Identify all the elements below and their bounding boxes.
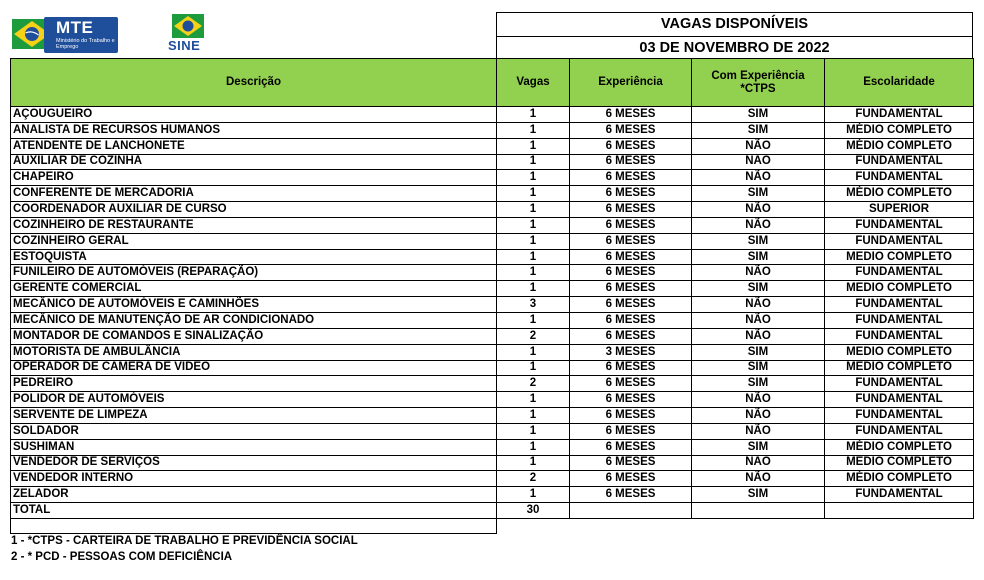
column-header-experiencia: Experiência — [570, 59, 692, 107]
cell-com-experiencia: NÃO — [692, 408, 825, 424]
cell-vagas: 1 — [497, 107, 570, 123]
table-row — [11, 122, 974, 138]
cell-descricao: VENDEDOR DE SERVIÇOS — [11, 455, 497, 471]
cell-com-experiencia: NÃO — [692, 392, 825, 408]
cell-experiencia: 6 MESES — [570, 487, 692, 503]
cell-experiencia: 6 MESES — [570, 265, 692, 281]
table-row — [11, 138, 974, 154]
cell-vagas: 1 — [497, 392, 570, 408]
table-row — [11, 360, 974, 376]
table-row — [11, 170, 974, 186]
total-label: TOTAL — [11, 503, 497, 519]
cell-descricao: FUNILEIRO DE AUTOMÓVEIS (REPARAÇÃO) — [11, 265, 497, 281]
cell-descricao: COZINHEIRO GERAL — [11, 233, 497, 249]
notes-box — [10, 516, 497, 534]
cell-vagas: 1 — [497, 408, 570, 424]
total-value: 30 — [497, 503, 570, 519]
cell-escolaridade: SUPERIOR — [825, 202, 974, 218]
cell-vagas: 1 — [497, 455, 570, 471]
cell-vagas: 2 — [497, 328, 570, 344]
mte-logo-box — [44, 17, 118, 53]
cell-vagas: 1 — [497, 281, 570, 297]
cell-com-experiencia: SIM — [692, 107, 825, 123]
table-row — [11, 455, 974, 471]
cell-escolaridade: FUNDAMENTAL — [825, 107, 974, 123]
table-row — [11, 487, 974, 503]
cell-escolaridade: FUNDAMENTAL — [825, 312, 974, 328]
cell-descricao: AUXILIAR DE COZINHA — [11, 154, 497, 170]
cell-escolaridade: FUNDAMENTAL — [825, 328, 974, 344]
cell-experiencia: 6 MESES — [570, 360, 692, 376]
footnote-pcd: 2 - * PCD - PESSOAS COM DEFICIÊNCIA — [11, 551, 233, 563]
table-row — [11, 344, 974, 360]
mte-logo-text: MTE — [56, 18, 94, 37]
table-row — [11, 471, 974, 487]
cell-experiencia: 6 MESES — [570, 170, 692, 186]
table-header-row — [11, 59, 974, 107]
cell-experiencia: 6 MESES — [570, 471, 692, 487]
cell-vagas: 1 — [497, 439, 570, 455]
cell-escolaridade: FUNDAMENTAL — [825, 423, 974, 439]
cell-escolaridade: MÉDIO COMPLETO — [825, 186, 974, 202]
cell-com-experiencia: NÃO — [692, 423, 825, 439]
cell-vagas: 2 — [497, 471, 570, 487]
cell-descricao: MOTORISTA DE AMBULÂNCIA — [11, 344, 497, 360]
cell-descricao: COZINHEIRO DE RESTAURANTE — [11, 217, 497, 233]
column-header-descricao: Descrição — [11, 59, 497, 107]
cell-com-experiencia: NÃO — [692, 170, 825, 186]
cell-com-experiencia: SIM — [692, 281, 825, 297]
cell-escolaridade: MÉDIO COMPLETO — [825, 122, 974, 138]
cell-escolaridade: FUNDAMENTAL — [825, 170, 974, 186]
mte-logo — [12, 15, 118, 53]
cell-com-experiencia: NÃO — [692, 297, 825, 313]
cell-com-experiencia: SIM — [692, 344, 825, 360]
table-row — [11, 281, 974, 297]
table-row — [11, 439, 974, 455]
cell-descricao: ESTOQUISTA — [11, 249, 497, 265]
cell-descricao: MONTADOR DE COMANDOS E SINALIZAÇÃO — [11, 328, 497, 344]
cell-com-experiencia: SIM — [692, 186, 825, 202]
cell-com-experiencia: SIM — [692, 376, 825, 392]
cell-descricao: ANALISTA DE RECURSOS HUMANOS — [11, 122, 497, 138]
column-header-escolaridade: Escolaridade — [825, 59, 974, 107]
cell-vagas: 1 — [497, 233, 570, 249]
cell-com-experiencia: NÃO — [692, 471, 825, 487]
cell-experiencia: 6 MESES — [570, 312, 692, 328]
cell-escolaridade: FUNDAMENTAL — [825, 154, 974, 170]
cell-descricao: CONFERENTE DE MERCADORIA — [11, 186, 497, 202]
cell-descricao: POLIDOR DE AUTOMÓVEIS — [11, 392, 497, 408]
table-row — [11, 297, 974, 313]
footnotes — [11, 533, 358, 565]
cell-com-experiencia: SIM — [692, 122, 825, 138]
cell-escolaridade: MEDIO COMPLETO — [825, 249, 974, 265]
cell-vagas: 1 — [497, 138, 570, 154]
cell-descricao: ATENDENTE DE LANCHONETE — [11, 138, 497, 154]
cell-experiencia: 6 MESES — [570, 281, 692, 297]
page-date: 03 DE NOVEMBRO DE 2022 — [497, 36, 972, 59]
cell-vagas: 2 — [497, 376, 570, 392]
cell-experiencia: 6 MESES — [570, 376, 692, 392]
cell-escolaridade: MÉDIO COMPLETO — [825, 138, 974, 154]
cell-experiencia: 6 MESES — [570, 233, 692, 249]
cell-experiencia: 6 MESES — [570, 297, 692, 313]
cell-vagas: 1 — [497, 344, 570, 360]
cell-experiencia: 6 MESES — [570, 107, 692, 123]
cell-com-experiencia: SIM — [692, 249, 825, 265]
cell-escolaridade: MÉDIO COMPLETO — [825, 471, 974, 487]
cell-escolaridade: FUNDAMENTAL — [825, 487, 974, 503]
cell-com-experiencia: NÃO — [692, 154, 825, 170]
column-header-com-experiencia: Com Experiência *CTPS — [692, 59, 825, 107]
cell-com-experiencia: SIM — [692, 360, 825, 376]
cell-descricao: COORDENADOR AUXILIAR DE CURSO — [11, 202, 497, 218]
table-body — [11, 107, 974, 503]
cell-vagas: 1 — [497, 487, 570, 503]
cell-com-experiencia: SIM — [692, 233, 825, 249]
cell-experiencia: 6 MESES — [570, 408, 692, 424]
job-vacancies-sheet — [10, 12, 973, 519]
total-empty-cell — [692, 503, 825, 519]
mte-logo-subtext: Ministério do Trabalho e Emprego — [56, 38, 115, 50]
cell-descricao: GERENTE COMERCIAL — [11, 281, 497, 297]
cell-com-experiencia: NÃO — [692, 455, 825, 471]
cell-com-experiencia: NÃO — [692, 312, 825, 328]
table-row — [11, 265, 974, 281]
table-row — [11, 376, 974, 392]
logo-area — [10, 12, 496, 58]
cell-descricao: AÇOUGUEIRO — [11, 107, 497, 123]
cell-escolaridade: MÉDIO COMPLETO — [825, 439, 974, 455]
cell-vagas: 1 — [497, 154, 570, 170]
cell-escolaridade: MEDIO COMPLETO — [825, 360, 974, 376]
total-empty-cell — [825, 503, 974, 519]
cell-vagas: 1 — [497, 186, 570, 202]
cell-vagas: 1 — [497, 360, 570, 376]
table-row — [11, 423, 974, 439]
cell-escolaridade: FUNDAMENTAL — [825, 376, 974, 392]
cell-vagas: 3 — [497, 297, 570, 313]
cell-descricao: CHAPEIRO — [11, 170, 497, 186]
footnote-ctps: 1 - *CTPS - CARTEIRA DE TRABALHO E PREVIDÊNCIA SOCIAL — [11, 535, 358, 547]
vacancies-table — [10, 58, 974, 519]
cell-com-experiencia: NÃO — [692, 217, 825, 233]
cell-com-experiencia: NÃO — [692, 265, 825, 281]
table-row — [11, 154, 974, 170]
total-empty-cell — [570, 503, 692, 519]
cell-com-experiencia: NÃO — [692, 328, 825, 344]
table-row — [11, 217, 974, 233]
table-row — [11, 186, 974, 202]
cell-descricao: MECÂNICO DE MANUTENÇÃO DE AR CONDICIONADO — [11, 312, 497, 328]
cell-experiencia: 6 MESES — [570, 328, 692, 344]
cell-descricao: SUSHIMAN — [11, 439, 497, 455]
table-row — [11, 249, 974, 265]
cell-descricao: ZELADOR — [11, 487, 497, 503]
cell-descricao: OPERADOR DE CÂMERA DE VÍDEO — [11, 360, 497, 376]
cell-experiencia: 6 MESES — [570, 249, 692, 265]
cell-com-experiencia: SIM — [692, 487, 825, 503]
cell-descricao: MECÂNICO DE AUTOMÓVEIS E CAMINHÕES — [11, 297, 497, 313]
table-row — [11, 107, 974, 123]
cell-vagas: 1 — [497, 170, 570, 186]
cell-experiencia: 6 MESES — [570, 439, 692, 455]
table-row — [11, 312, 974, 328]
cell-experiencia: 6 MESES — [570, 423, 692, 439]
cell-escolaridade: MÉDIO COMPLETO — [825, 455, 974, 471]
cell-descricao: SERVENTE DE LIMPEZA — [11, 408, 497, 424]
table-row — [11, 233, 974, 249]
cell-vagas: 1 — [497, 312, 570, 328]
cell-com-experiencia: NÃO — [692, 202, 825, 218]
sheet-header — [10, 12, 973, 58]
title-box — [496, 12, 973, 58]
table-row — [11, 408, 974, 424]
table-row — [11, 392, 974, 408]
cell-escolaridade: MEDIO COMPLETO — [825, 281, 974, 297]
table-row — [11, 202, 974, 218]
cell-experiencia: 6 MESES — [570, 186, 692, 202]
page-title: VAGAS DISPONÍVEIS — [660, 16, 809, 32]
cell-com-experiencia: SIM — [692, 439, 825, 455]
cell-vagas: 1 — [497, 423, 570, 439]
cell-escolaridade: FUNDAMENTAL — [825, 265, 974, 281]
cell-com-experiencia: NÃO — [692, 138, 825, 154]
cell-experiencia: 6 MESES — [570, 217, 692, 233]
sine-logo — [166, 14, 210, 56]
cell-vagas: 1 — [497, 217, 570, 233]
cell-vagas: 1 — [497, 249, 570, 265]
cell-experiencia: 6 MESES — [570, 202, 692, 218]
cell-vagas: 1 — [497, 122, 570, 138]
cell-escolaridade: MEDIO COMPLETO — [825, 344, 974, 360]
cell-experiencia: 3 MESES — [570, 344, 692, 360]
column-header-vagas: Vagas — [497, 59, 570, 107]
cell-escolaridade: FUNDAMENTAL — [825, 297, 974, 313]
cell-escolaridade: FUNDAMENTAL — [825, 233, 974, 249]
cell-experiencia: 6 MESES — [570, 122, 692, 138]
cell-vagas: 1 — [497, 265, 570, 281]
cell-descricao: VENDEDOR INTERNO — [11, 471, 497, 487]
cell-escolaridade: FUNDAMENTAL — [825, 408, 974, 424]
cell-vagas: 1 — [497, 202, 570, 218]
cell-experiencia: 6 MESES — [570, 455, 692, 471]
sine-logo-text: SINE — [168, 38, 201, 53]
cell-experiencia: 6 MESES — [570, 392, 692, 408]
table-row — [11, 328, 974, 344]
cell-descricao: SOLDADOR — [11, 423, 497, 439]
cell-experiencia: 6 MESES — [570, 138, 692, 154]
cell-escolaridade: FUNDAMENTAL — [825, 392, 974, 408]
brazil-flag-icon — [172, 14, 204, 38]
cell-escolaridade: FUNDAMENTAL — [825, 217, 974, 233]
cell-experiencia: 6 MESES — [570, 154, 692, 170]
cell-descricao: PEDREIRO — [11, 376, 497, 392]
